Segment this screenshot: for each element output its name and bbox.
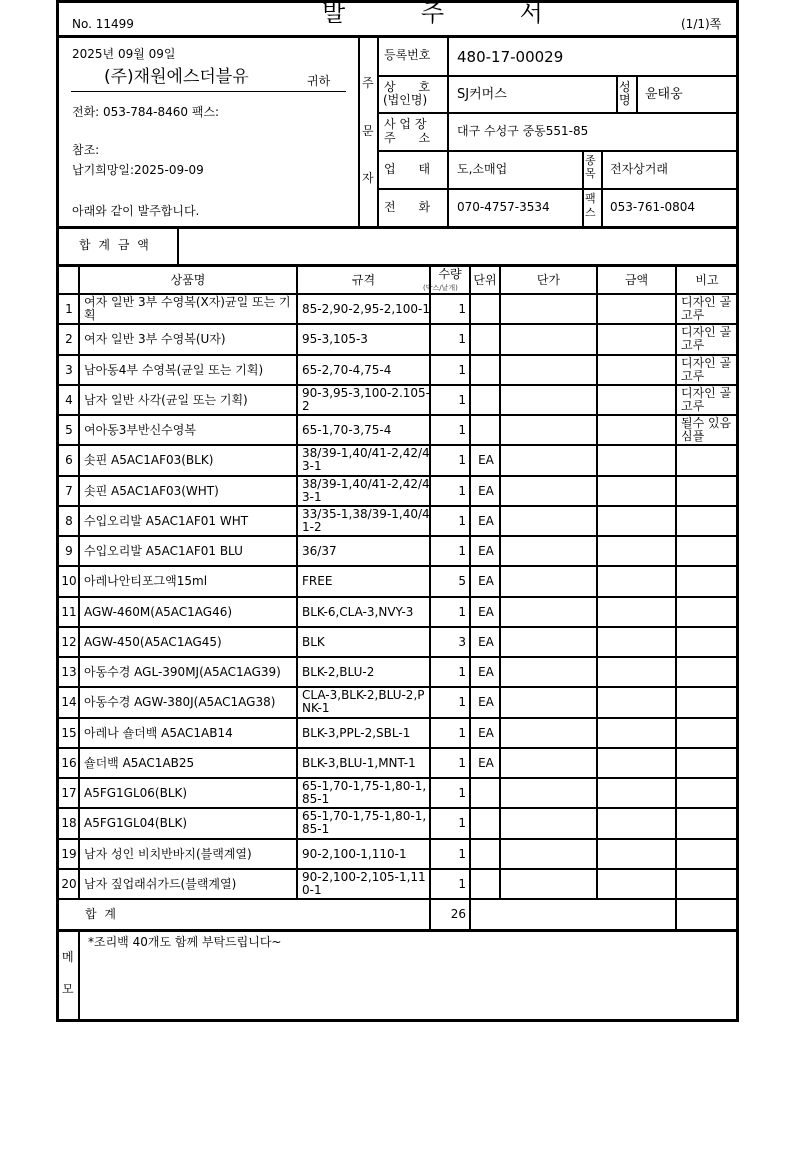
company-label-line1: 상 호: [384, 80, 431, 94]
quantity: 1: [458, 604, 466, 619]
product-name: 수입오리발 A5AC1AF01 WHT: [84, 513, 249, 528]
product-name: 솟핀 A5AC1AF03(BLK): [84, 452, 214, 467]
divider: [57, 35, 738, 38]
biz-type-value: 도,소매업: [457, 162, 508, 176]
amount: [599, 537, 676, 565]
remark: 디자인 골고루: [681, 356, 732, 383]
column-header-qty-sub: (박스/낱개): [423, 284, 458, 292]
row-number: 5: [65, 422, 73, 437]
column-header-name: 상품명: [170, 272, 206, 287]
product-name: 남자 짚업래쉬가드(블랙계열): [84, 876, 237, 891]
amount: [599, 840, 676, 868]
quantity: 1: [458, 725, 466, 740]
unit: [472, 295, 500, 323]
unit: [472, 840, 500, 868]
quantity: 1: [458, 846, 466, 861]
quantity: 5: [458, 573, 466, 588]
unit-price: [502, 416, 597, 444]
quantity: 1: [458, 513, 466, 528]
orderer-side-label-2: 문: [362, 124, 374, 138]
product-spec: BLK-3,BLU-1,MNT-1: [302, 755, 416, 770]
biz-item-label-1: 종: [585, 154, 596, 167]
reg-no-value: 480-17-00029: [457, 48, 564, 66]
divider: [469, 265, 471, 929]
fax-label-2: 스: [585, 206, 596, 219]
amount: [599, 567, 676, 595]
total-amount-label: 합 계 금 액: [79, 238, 151, 252]
divider: [78, 930, 80, 1021]
unit-price: [502, 688, 597, 716]
row-number: 13: [61, 664, 77, 679]
column-header-amount: 금액: [624, 272, 649, 287]
divider: [378, 75, 738, 77]
amount: [599, 719, 676, 747]
product-spec: BLK-3,PPL-2,SBL-1: [302, 725, 411, 740]
quantity: 1: [458, 815, 466, 830]
company-label-line2: (법인명): [383, 93, 428, 107]
product-name: 아레나 숄더백 A5AC1AB14: [84, 725, 233, 740]
total-row-label: 합 계: [85, 906, 118, 921]
recipient-honorific: 귀하: [307, 74, 331, 88]
divider: [429, 265, 431, 929]
product-name: 아동수경 AGW-380J(A5AC1AG38): [84, 694, 276, 709]
product-name: 수입오리발 A5AC1AF01 BLU: [84, 543, 243, 558]
product-name: 남자 성인 비치반바지(블랙계열): [84, 846, 252, 861]
column-header-unit: 단위: [473, 272, 497, 287]
product-spec: BLK-6,CLA-3,NVY-3: [302, 604, 414, 619]
unit: [472, 386, 500, 414]
amount: [599, 446, 676, 474]
remark: [678, 658, 738, 686]
reference: 참조:: [72, 143, 100, 157]
fax-value: 053-761-0804: [610, 200, 696, 214]
remark: [678, 840, 738, 868]
amount: [599, 386, 676, 414]
fax-label-1: 팩: [585, 192, 596, 205]
divider: [378, 112, 738, 114]
unit-price: [502, 386, 597, 414]
row-number: 17: [61, 785, 77, 800]
name-value: 윤태웅: [645, 87, 683, 102]
product-name: 남자 일반 사각(균일 또는 기획): [84, 392, 248, 407]
product-name: A5FG1GL04(BLK): [84, 815, 188, 830]
product-spec: 38/39-1,40/41-2,42/43-1: [302, 446, 430, 473]
column-header-price: 단가: [536, 272, 561, 287]
unit: EA: [478, 573, 494, 588]
product-name: 여자 일반 3부 수영복(U자): [84, 331, 226, 346]
row-number: 8: [65, 513, 73, 528]
divider: [601, 151, 603, 227]
quantity: 1: [458, 301, 466, 316]
unit: EA: [478, 755, 494, 770]
product-name: A5FG1GL06(BLK): [84, 785, 188, 800]
product-name: 여자 일반 3부 수영복(X자)균일 또는 기획: [84, 295, 291, 322]
unit-price: [502, 567, 597, 595]
remark: [678, 779, 738, 807]
divider: [57, 226, 738, 229]
divider: [378, 188, 738, 190]
name-label-1: 성: [619, 80, 631, 94]
document-number: No. 11499: [72, 17, 134, 31]
product-spec: 90-2,100-2,105-1,110-1: [302, 870, 426, 897]
product-name: 숄더백 A5AC1AB25: [84, 755, 195, 770]
product-name: 아레나안티포그액15ml: [84, 573, 208, 588]
biz-type-label: 업 태: [384, 162, 431, 176]
unit-price: [502, 779, 597, 807]
amount: [599, 356, 676, 384]
row-number: 1: [65, 301, 73, 316]
unit-price: [502, 809, 597, 837]
column-header-qty: 수량: [438, 266, 462, 281]
unit-price: [502, 446, 597, 474]
divider: [378, 150, 738, 152]
product-name: 솟핀 A5AC1AF03(WHT): [84, 483, 219, 498]
unit-price: [502, 840, 597, 868]
unit-price: [502, 870, 597, 898]
total-quantity: 26: [450, 906, 466, 921]
unit: EA: [478, 634, 494, 649]
unit: [472, 356, 500, 384]
product-name: 여아동3부반신수영복: [84, 422, 196, 437]
unit: [472, 870, 500, 898]
remark: [678, 537, 738, 565]
amount: [599, 325, 676, 353]
product-spec: CLA-3,BLK-2,BLU-2,PNK-1: [302, 688, 425, 715]
unit: EA: [478, 725, 494, 740]
quantity: 1: [458, 392, 466, 407]
unit: EA: [478, 543, 494, 558]
remark: [678, 598, 738, 626]
memo-text: *조리백 40개도 함께 부탁드립니다~: [88, 935, 282, 949]
unit: EA: [478, 664, 494, 679]
recipient-phone: 전화: 053-784-8460 팩스:: [72, 105, 220, 119]
quantity: 1: [458, 664, 466, 679]
divider: [596, 265, 598, 900]
amount: [599, 598, 676, 626]
unit-price: [502, 598, 597, 626]
biz-item-label-2: 목: [585, 167, 596, 180]
product-spec: 95-3,105-3: [302, 331, 368, 346]
product-spec: FREE: [302, 573, 333, 588]
quantity: 1: [458, 452, 466, 467]
amount: [599, 658, 676, 686]
unit: EA: [478, 452, 494, 467]
divider: [616, 76, 618, 113]
divider: [636, 76, 638, 113]
row-number: 4: [65, 392, 73, 407]
product-name: 아동수경 AGL-390MJ(A5AC1AG39): [84, 664, 281, 679]
remark: 디자인 골고루: [681, 325, 732, 352]
remark: [678, 809, 738, 837]
amount: [599, 688, 676, 716]
orderer-side-label-1: 주: [362, 76, 374, 90]
amount: [599, 477, 676, 505]
unit: EA: [478, 483, 494, 498]
quantity: 1: [458, 422, 466, 437]
remark: [678, 628, 738, 656]
remark: [678, 749, 738, 777]
divider: [447, 36, 449, 227]
address-label-line2: 주 소: [384, 131, 431, 145]
quantity: 1: [458, 785, 466, 800]
memo-label-1: 메: [62, 950, 74, 964]
recipient-underline: [71, 91, 346, 92]
unit-price: [502, 295, 597, 323]
remark: [678, 507, 738, 535]
row-number: 16: [61, 755, 77, 770]
document-title: 발 주 서: [322, 0, 577, 27]
divider: [582, 151, 584, 227]
product-spec: 38/39-1,40/41-2,42/43-1: [302, 477, 430, 504]
row-number: 12: [61, 634, 77, 649]
intro-text: 아래와 같이 발주합니다.: [72, 204, 200, 218]
company-value: SJ커머스: [457, 87, 507, 102]
product-spec: BLK: [302, 634, 325, 649]
unit: EA: [478, 694, 494, 709]
phone-value: 070-4757-3534: [457, 200, 550, 214]
quantity: 1: [458, 876, 466, 891]
unit: EA: [478, 513, 494, 528]
address-value: 대구 수성구 중동551-85: [457, 124, 589, 138]
row-number: 7: [65, 483, 73, 498]
product-spec: BLK-2,BLU-2: [302, 664, 375, 679]
unit-price: [502, 477, 597, 505]
unit-price: [502, 658, 597, 686]
page-indicator: (1/1)쪽: [681, 17, 722, 31]
row-number: 3: [65, 362, 73, 377]
amount: [599, 507, 676, 535]
amount: [599, 870, 676, 898]
divider: [296, 265, 298, 900]
divider: [78, 265, 80, 900]
remark: [678, 870, 738, 898]
biz-item-value: 전자상거래: [610, 162, 668, 176]
unit: [472, 416, 500, 444]
reg-no-label: 등록번호: [384, 48, 431, 62]
recipient-company: (주)재원에스더블유: [104, 67, 249, 87]
quantity: 1: [458, 362, 466, 377]
divider: [358, 36, 360, 227]
product-spec: 90-3,95-3,100-2.105-2: [302, 386, 430, 413]
product-spec: 85-2,90-2,95-2,100-1: [302, 301, 430, 316]
unit-price: [502, 356, 597, 384]
unit-price: [502, 537, 597, 565]
unit: EA: [478, 604, 494, 619]
quantity: 1: [458, 483, 466, 498]
orderer-side-label-3: 자: [362, 171, 374, 185]
name-label-2: 명: [619, 93, 631, 107]
memo-label-2: 모: [62, 982, 74, 996]
unit: [472, 325, 500, 353]
quantity: 1: [458, 755, 466, 770]
unit-price: [502, 719, 597, 747]
unit: [472, 779, 500, 807]
desired-delivery-date: 납기희망일:2025-09-09: [72, 163, 204, 177]
unit-price: [502, 628, 597, 656]
divider: [675, 265, 677, 929]
remark: [678, 719, 738, 747]
row-number: 20: [61, 876, 77, 891]
amount: [599, 809, 676, 837]
remark: 될수 있음 심플: [681, 416, 732, 443]
row-number: 14: [61, 694, 77, 709]
product-spec: 33/35-1,38/39-1,40/41-2: [302, 507, 430, 534]
unit-price: [502, 325, 597, 353]
row-number: 18: [61, 815, 77, 830]
product-name: 남아동4부 수영복(균일 또는 기획): [84, 362, 264, 377]
remark: [678, 567, 738, 595]
quantity: 1: [458, 694, 466, 709]
row-number: 2: [65, 331, 73, 346]
product-spec: 90-2,100-1,110-1: [302, 846, 407, 861]
product-spec: 36/37: [302, 543, 337, 558]
remark: [678, 688, 738, 716]
product-spec: 65-2,70-4,75-4: [302, 362, 392, 377]
divider: [177, 227, 179, 265]
product-spec: 65-1,70-1,75-1,80-1,85-1: [302, 809, 427, 836]
product-name: AGW-460M(A5AC1AG46): [84, 604, 233, 619]
remark: 디자인 골고루: [681, 386, 732, 413]
divider: [499, 265, 501, 900]
product-name: AGW-450(A5AC1AG45): [84, 634, 222, 649]
row-number: 15: [61, 725, 77, 740]
phone-label: 전 화: [384, 200, 431, 214]
divider: [377, 36, 379, 227]
row-number: 11: [61, 604, 77, 619]
amount: [599, 749, 676, 777]
address-label-line1: 사 업 장: [384, 117, 427, 131]
amount: [599, 628, 676, 656]
quantity: 1: [458, 543, 466, 558]
row-number: 10: [61, 573, 77, 588]
remark: 디자인 골고루: [681, 295, 732, 322]
unit-price: [502, 507, 597, 535]
unit-price: [502, 749, 597, 777]
product-spec: 65-1,70-1,75-1,80-1,85-1: [302, 779, 427, 806]
amount: [599, 779, 676, 807]
unit: [472, 809, 500, 837]
row-number: 19: [61, 846, 77, 861]
order-date: 2025년 09월 09일: [72, 47, 176, 61]
remark: [678, 477, 738, 505]
amount: [599, 295, 676, 323]
row-number: 6: [65, 452, 73, 467]
remark: [678, 446, 738, 474]
column-header-remark: 비고: [695, 272, 719, 287]
product-spec: 65-1,70-3,75-4: [302, 422, 392, 437]
row-number: 9: [65, 543, 73, 558]
quantity: 1: [458, 331, 466, 346]
divider: [57, 929, 738, 932]
column-header-spec: 규격: [351, 272, 376, 287]
amount: [599, 416, 676, 444]
quantity: 3: [458, 634, 466, 649]
